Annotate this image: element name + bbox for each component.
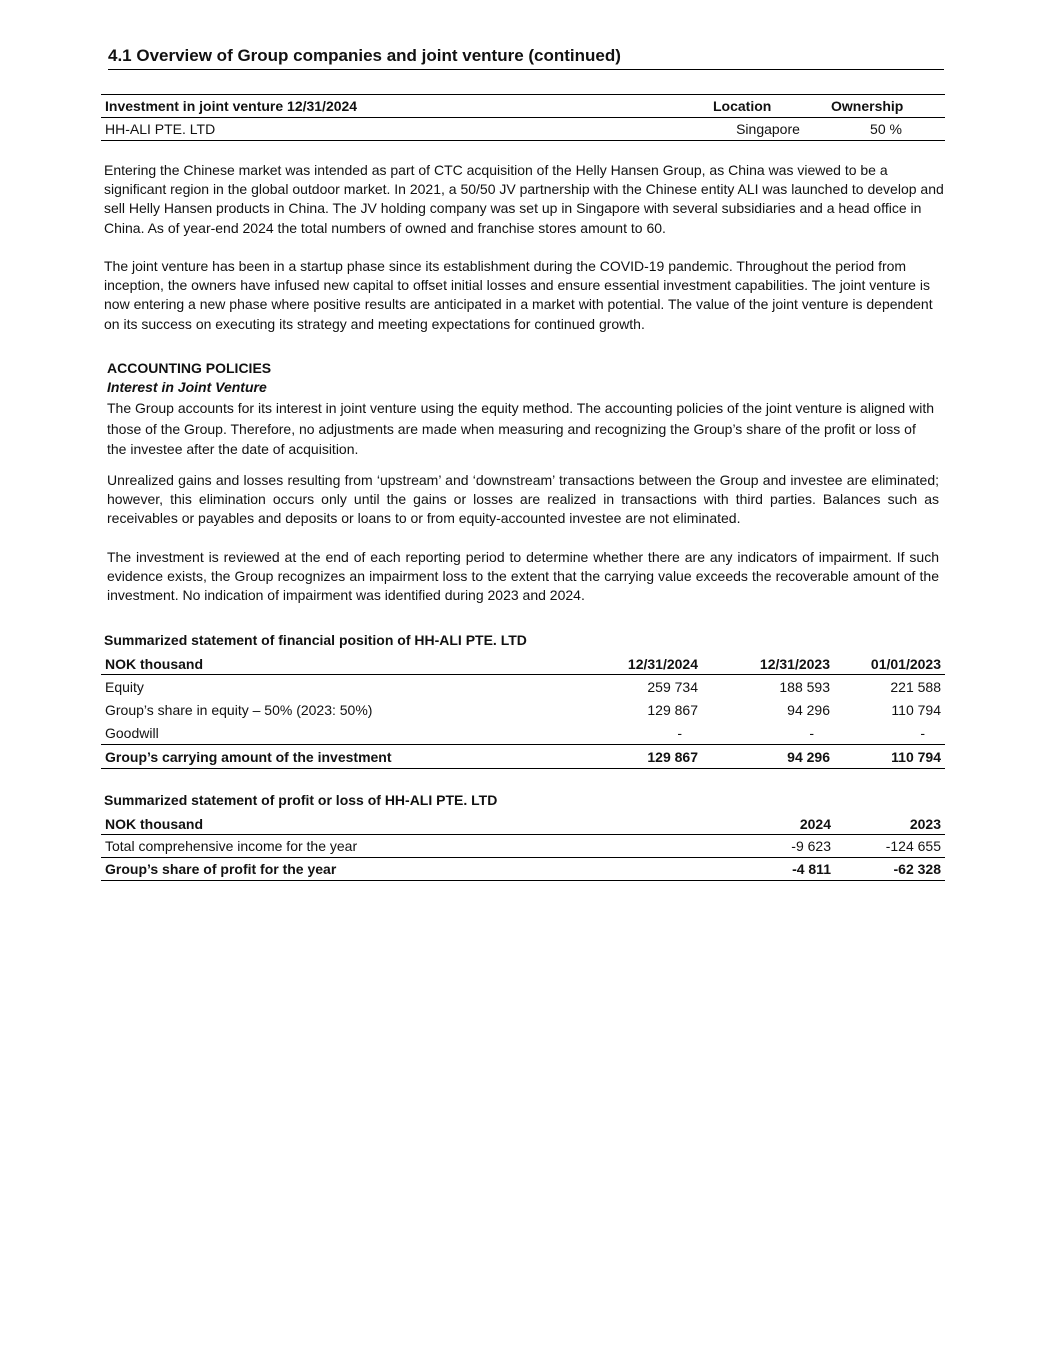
table-cell: 110 794 <box>834 745 945 769</box>
financial-position-title: Summarized statement of financial position of HH-ALI PTE. LTD <box>104 632 527 648</box>
table-cell: -4 811 <box>709 858 835 881</box>
investment-table <box>101 94 945 141</box>
table-total-row <box>101 858 945 881</box>
table-cell: 129 867 <box>647 701 698 718</box>
table-total-row <box>101 745 945 769</box>
paragraph-joint-venture-phase: The joint venture has been in a startup phase since its establishment during the COVID-19 pandemic. Throughout the period from inception, the owners have infused new capital to offset initial losses and ensure essential investment capabilities. The joint venture is now entering a new phase where positive results are anticipated in a market with potential. The value of the joint venture is dependent on its success on executing its strategy and meeting expectations for continued growth. <box>104 258 933 332</box>
column-header: 2023 <box>835 813 945 835</box>
interest-jv-subheading: Interest in Joint Venture <box>107 379 267 395</box>
table-cell: 259 734 <box>647 678 698 695</box>
table-cell: -124 655 <box>885 838 941 854</box>
paragraph-china-market: Entering the Chinese market was intended as part of CTC acquisition of the Helly Hansen Group, as China was viewed to be a significant region in the global outdoor market. In 2021, a 50/50 JV partnership with the Chinese entity ALI was launched to develop and sell Helly Hansen products in China. The JV holding company was set up in Singapore with several subsidiaries and a head office in China. As of year-end 2024 the total numbers of owned and franchise stores amount to 60. <box>104 162 944 236</box>
table-cell: 110 794 <box>891 701 941 718</box>
table-header-row <box>101 95 945 118</box>
table-cell: - <box>809 724 814 741</box>
column-header: 01/01/2023 <box>834 653 945 675</box>
section-title: 4.1 Overview of Group companies and joint venture (continued) <box>108 46 944 70</box>
column-header: Ownership <box>827 95 945 118</box>
paragraph-equity-method: The Group accounts for its interest in joint venture using the equity method. The accounting policies of the joint venture is aligned with those of the Group. Therefore, no adjustments are made when measuring and recognizing the Group’s share of the profit or loss of the investee after the date of acquisition. <box>107 400 934 457</box>
column-header: Location <box>709 95 827 118</box>
table-row <box>101 835 945 858</box>
financial-position-table <box>101 653 945 769</box>
table-header-row <box>101 813 945 835</box>
column-header: NOK thousand <box>101 653 579 675</box>
table-row <box>101 698 945 721</box>
column-header: 12/31/2024 <box>579 653 702 675</box>
paragraph-unrealized-gains: Unrealized gains and losses resulting from ‘upstream’ and ‘downstream’ transactions between the Group and investee are eliminated; however, this elimination occurs only until the gains or losses are realized in transactions with third parties. Balances such as receivables or payables and deposits or loans to or from equity-accounted investee are not eliminated. <box>107 472 939 527</box>
column-header: Investment in joint venture 12/31/2024 <box>101 95 709 118</box>
table-cell: Goodwill <box>105 724 159 741</box>
table-cell: Group’s share in equity – 50% (2023: 50%) <box>105 701 373 718</box>
table-cell: Equity <box>105 678 144 695</box>
table-row <box>101 675 945 699</box>
column-header: 12/31/2023 <box>702 653 834 675</box>
table-cell: Total comprehensive income for the year <box>105 838 358 854</box>
table-cell: -9 623 <box>791 838 831 854</box>
table-cell: 129 867 <box>579 745 702 769</box>
profit-loss-title: Summarized statement of profit or loss of HH-ALI PTE. LTD <box>104 792 498 808</box>
table-cell: Group’s carrying amount of the investment <box>101 745 579 769</box>
table-header-row <box>101 653 945 675</box>
table-cell: Singapore <box>709 118 827 141</box>
table-cell: -62 328 <box>835 858 945 881</box>
table-cell: - <box>920 724 925 741</box>
table-cell: 188 593 <box>779 678 830 695</box>
profit-loss-table <box>101 813 945 881</box>
table-row <box>101 118 945 141</box>
table-cell: - <box>677 724 682 741</box>
accounting-policies-heading: ACCOUNTING POLICIES <box>107 360 272 376</box>
table-cell: 50 % <box>827 118 945 141</box>
table-cell: Group’s share of profit for the year <box>101 858 709 881</box>
table-cell: 94 296 <box>702 745 834 769</box>
table-cell: 94 296 <box>787 701 830 718</box>
paragraph-impairment: The investment is reviewed at the end of each reporting period to determine whether there are any indicators of impairment. If such evidence exists, the Group recognizes an impairment loss to the extent that the carrying value exceeds the recoverable amount of the investment. No indication of impairment was identified during 2023 and 2024. <box>107 549 939 604</box>
column-header: NOK thousand <box>101 813 709 835</box>
table-cell: 221 588 <box>890 678 941 695</box>
column-header: 2024 <box>709 813 835 835</box>
table-row <box>101 721 945 745</box>
table-cell: HH-ALI PTE. LTD <box>101 118 709 141</box>
